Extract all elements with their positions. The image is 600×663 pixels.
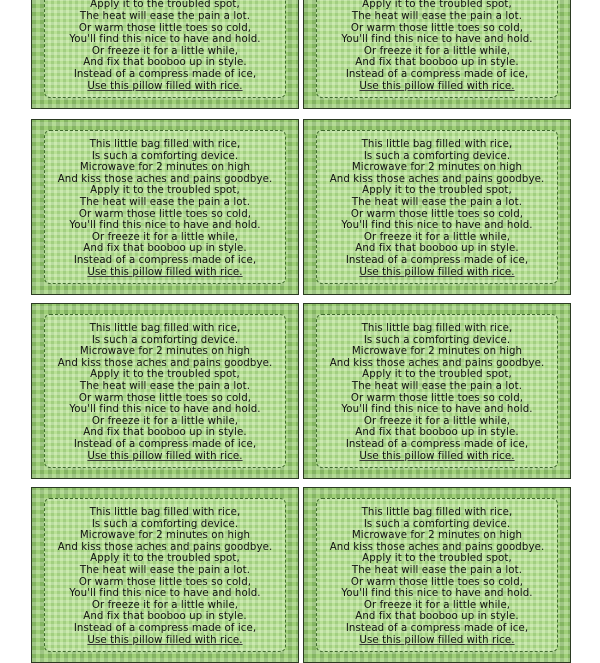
poem-line: Use this pillow filled with rice.: [87, 450, 243, 462]
rice-pillow-label-card: [303, 303, 571, 479]
poem-line: You'll find this nice to have and hold.: [341, 588, 533, 600]
poem-line: Is such a comforting device.: [363, 518, 511, 530]
poem-line: Or warm those little toes so cold,: [78, 576, 252, 588]
poem-line: Or freeze it for a little while,: [91, 599, 239, 611]
poem-line: And kiss those aches and pains goodbye.: [329, 541, 545, 553]
poem-text: [45, 0, 285, 92]
poem-line: Instead of a compress made of ice,: [345, 438, 529, 450]
poem-text: [317, 323, 557, 462]
poem-line: Or freeze it for a little while,: [363, 45, 511, 57]
poem-line: Use this pillow filled with rice.: [359, 266, 515, 278]
poem-line: Microwave for 2 minutes on high: [79, 530, 251, 542]
poem-line: Apply it to the troubled spot,: [362, 0, 512, 11]
label-text-panel: [44, 498, 286, 652]
poem-line: And fix that booboo up in style.: [83, 611, 247, 623]
poem-line: Apply it to the troubled spot,: [362, 553, 512, 565]
poem-line: Or freeze it for a little while,: [363, 231, 511, 243]
poem-line: The heat will ease the pain a lot.: [79, 10, 251, 22]
poem-line: Instead of a compress made of ice,: [73, 254, 257, 266]
poem-line: Instead of a compress made of ice,: [73, 622, 257, 634]
poem-line: And fix that booboo up in style.: [83, 243, 247, 255]
poem-line: Use this pillow filled with rice.: [359, 80, 515, 92]
poem-line: Is such a comforting device.: [91, 518, 239, 530]
label-text-panel: [44, 0, 286, 98]
rice-pillow-label-card: [303, 487, 571, 663]
poem-line: Or warm those little toes so cold,: [350, 208, 524, 220]
label-text-panel: [44, 130, 286, 284]
poem-line: And fix that booboo up in style.: [355, 57, 519, 69]
poem-line: The heat will ease the pain a lot.: [79, 380, 251, 392]
poem-line: And kiss those aches and pains goodbye.: [329, 173, 545, 185]
poem-line: And kiss those aches and pains goodbye.: [57, 357, 273, 369]
poem-line: This little bag filled with rice,: [361, 323, 513, 334]
poem-line: Or warm those little toes so cold,: [78, 22, 252, 34]
poem-line: And fix that booboo up in style.: [83, 57, 247, 69]
poem-line: Or warm those little toes so cold,: [350, 22, 524, 34]
poem-line: The heat will ease the pain a lot.: [351, 10, 523, 22]
poem-line: Or warm those little toes so cold,: [78, 208, 252, 220]
rice-pillow-label-card: [31, 0, 299, 109]
poem-line: Use this pillow filled with rice.: [359, 634, 515, 646]
poem-text: [45, 507, 285, 646]
poem-line: Use this pillow filled with rice.: [87, 80, 243, 92]
poem-line: Or freeze it for a little while,: [91, 45, 239, 57]
poem-text: [45, 323, 285, 462]
poem-line: The heat will ease the pain a lot.: [351, 564, 523, 576]
poem-line: Or warm those little toes so cold,: [78, 392, 252, 404]
poem-line: Apply it to the troubled spot,: [362, 185, 512, 197]
poem-line: Apply it to the troubled spot,: [90, 185, 240, 197]
poem-line: Microwave for 2 minutes on high: [79, 346, 251, 358]
poem-line: Is such a comforting device.: [91, 150, 239, 162]
poem-line: Instead of a compress made of ice,: [73, 438, 257, 450]
poem-line: You'll find this nice to have and hold.: [69, 34, 261, 46]
poem-line: Or freeze it for a little while,: [363, 599, 511, 611]
poem-text: [45, 139, 285, 278]
rice-pillow-label-card: [303, 0, 571, 109]
poem-line: Is such a comforting device.: [91, 334, 239, 346]
poem-line: Microwave for 2 minutes on high: [79, 162, 251, 174]
poem-line: You'll find this nice to have and hold.: [341, 404, 533, 416]
poem-line: Apply it to the troubled spot,: [362, 369, 512, 381]
poem-line: Microwave for 2 minutes on high: [351, 162, 523, 174]
poem-line: This little bag filled with rice,: [361, 507, 513, 518]
poem-text: [317, 139, 557, 278]
poem-line: Use this pillow filled with rice.: [87, 634, 243, 646]
rice-pillow-label-card: [31, 119, 299, 295]
poem-line: This little bag filled with rice,: [361, 139, 513, 150]
poem-line: The heat will ease the pain a lot.: [351, 196, 523, 208]
label-text-panel: [316, 498, 558, 652]
poem-line: Is such a comforting device.: [363, 334, 511, 346]
poem-line: Microwave for 2 minutes on high: [351, 346, 523, 358]
label-text-panel: [44, 314, 286, 468]
poem-line: Apply it to the troubled spot,: [90, 369, 240, 381]
poem-line: You'll find this nice to have and hold.: [341, 34, 533, 46]
poem-line: And fix that booboo up in style.: [355, 611, 519, 623]
poem-line: Instead of a compress made of ice,: [345, 254, 529, 266]
poem-line: Or warm those little toes so cold,: [350, 392, 524, 404]
poem-line: Instead of a compress made of ice,: [73, 68, 257, 80]
poem-line: Or freeze it for a little while,: [363, 415, 511, 427]
poem-line: And kiss those aches and pains goodbye.: [329, 357, 545, 369]
poem-line: Or freeze it for a little while,: [91, 415, 239, 427]
poem-text: [317, 0, 557, 92]
label-text-panel: [316, 130, 558, 284]
poem-line: The heat will ease the pain a lot.: [79, 196, 251, 208]
poem-line: And fix that booboo up in style.: [355, 427, 519, 439]
poem-line: The heat will ease the pain a lot.: [79, 564, 251, 576]
poem-line: Or warm those little toes so cold,: [350, 576, 524, 588]
poem-line: Apply it to the troubled spot,: [90, 553, 240, 565]
poem-line: And fix that booboo up in style.: [355, 243, 519, 255]
rice-pillow-label-card: [31, 487, 299, 663]
label-text-panel: [316, 0, 558, 98]
poem-line: And kiss those aches and pains goodbye.: [57, 541, 273, 553]
rice-pillow-label-card: [31, 303, 299, 479]
poem-line: Is such a comforting device.: [363, 150, 511, 162]
poem-line: You'll find this nice to have and hold.: [69, 220, 261, 232]
poem-line: Use this pillow filled with rice.: [87, 266, 243, 278]
poem-line: And kiss those aches and pains goodbye.: [57, 173, 273, 185]
poem-line: You'll find this nice to have and hold.: [341, 220, 533, 232]
poem-line: You'll find this nice to have and hold.: [69, 404, 261, 416]
poem-line: Use this pillow filled with rice.: [359, 450, 515, 462]
poem-text: [317, 507, 557, 646]
poem-line: And fix that booboo up in style.: [83, 427, 247, 439]
poem-line: Apply it to the troubled spot,: [90, 0, 240, 11]
poem-line: Instead of a compress made of ice,: [345, 68, 529, 80]
poem-line: This little bag filled with rice,: [89, 507, 241, 518]
label-text-panel: [316, 314, 558, 468]
poem-line: This little bag filled with rice,: [89, 323, 241, 334]
rice-pillow-label-card: [303, 119, 571, 295]
poem-line: This little bag filled with rice,: [89, 139, 241, 150]
poem-line: Microwave for 2 minutes on high: [351, 530, 523, 542]
poem-line: Instead of a compress made of ice,: [345, 622, 529, 634]
poem-line: You'll find this nice to have and hold.: [69, 588, 261, 600]
poem-line: Or freeze it for a little while,: [91, 231, 239, 243]
poem-line: The heat will ease the pain a lot.: [351, 380, 523, 392]
